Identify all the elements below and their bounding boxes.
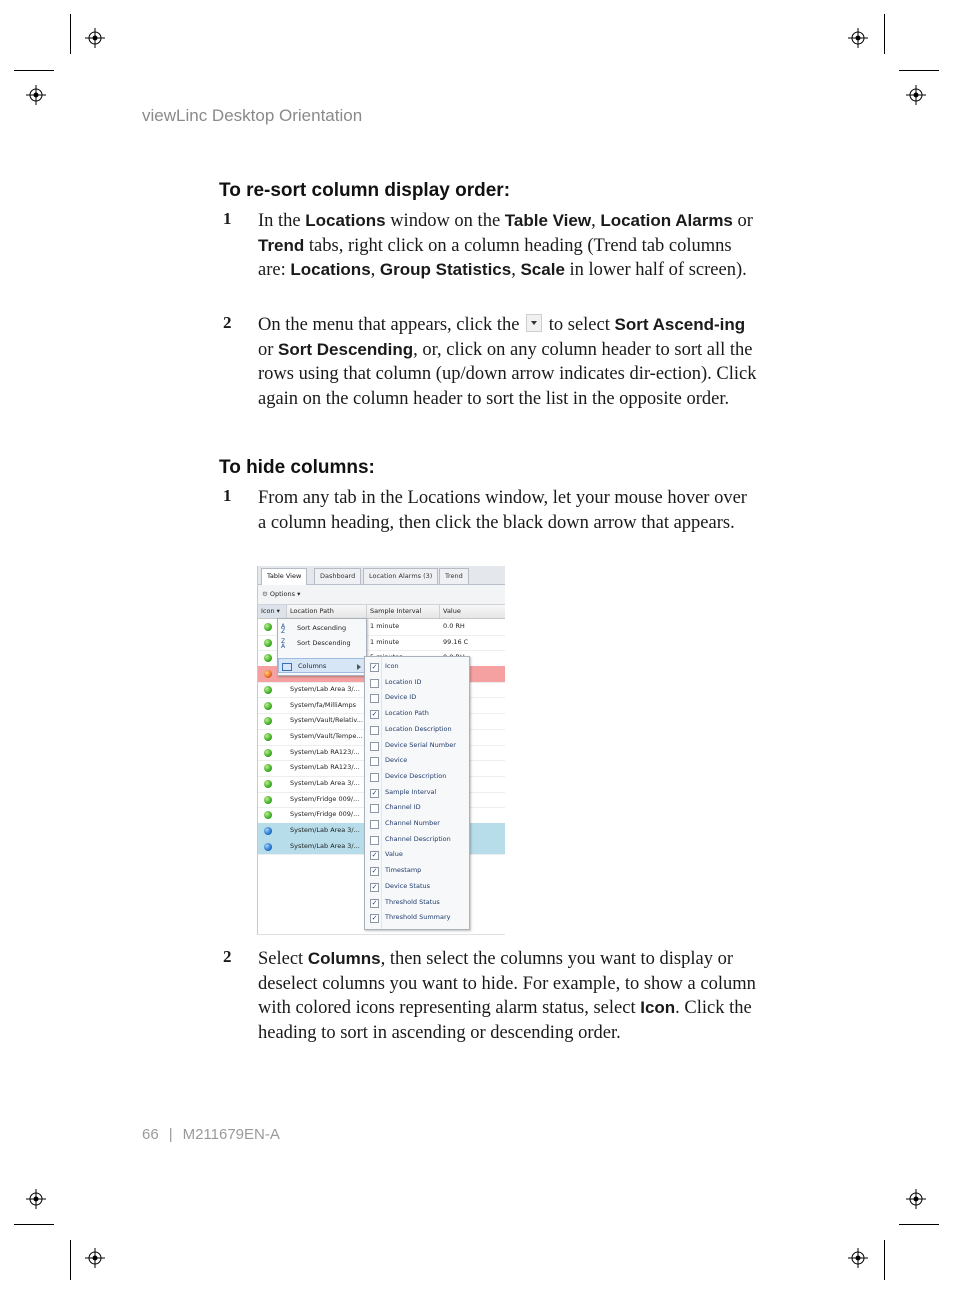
options-toolbar (258, 585, 505, 605)
step-text: From any tab in the Locations window, let your mouse hover over a column heading, then click the black down arrow that appears. (258, 488, 747, 533)
column-toggle-label: Device Description (385, 771, 447, 780)
column-header-value[interactable]: Value (440, 605, 505, 618)
columns-menu-screenshot (257, 566, 505, 935)
column-header-icon[interactable]: Icon ▾ (258, 605, 287, 618)
document-id: M211679EN-A (182, 1126, 280, 1143)
crop-mark (14, 1224, 54, 1225)
section-heading-hide: To hide columns: (219, 457, 375, 478)
registration-mark-icon (906, 1189, 926, 1209)
checkbox-unchecked-icon[interactable] (370, 773, 379, 782)
column-toggle-label: Device Status (385, 881, 431, 890)
chevron-down-icon[interactable]: ▾ (276, 607, 280, 615)
crop-mark (899, 1224, 939, 1225)
step-text: On the menu that appears, click the to select Sort Ascend-ing or Sort Descending, or, click on any column header to sort all the rows using that column (up/down arrow indicates dir-ection). Click again on the column header to sort the list in the opposite order. (258, 315, 757, 409)
tab-location-alarms[interactable]: Location Alarms (3) (363, 568, 438, 584)
status-green-icon (264, 717, 272, 725)
status-green-icon (264, 654, 272, 662)
column-toggle-label: Timestamp (385, 866, 422, 875)
crop-mark (14, 70, 54, 71)
sort-descending-icon: Z A (281, 638, 286, 650)
status-green-icon (264, 764, 272, 772)
registration-mark-icon (906, 85, 926, 105)
column-toggle-label: Device ID (385, 693, 417, 702)
checkbox-checked-icon[interactable]: ✓ (371, 788, 378, 797)
column-header-location-path[interactable]: Location Path (287, 605, 367, 618)
column-toggle-item[interactable] (365, 785, 469, 801)
cell-path: System/Fridge 009/... (290, 794, 360, 803)
step-number: 2 (223, 313, 232, 332)
tab-trend[interactable]: Trend (439, 568, 469, 584)
checkbox-unchecked-icon[interactable] (370, 726, 379, 735)
step-text: In the Locations window on the Table View, Location Alarms or Trend tabs, right click on a column heading (Trend tab columns are: Locations, Group Statistics, Scale in lower half of screen). (258, 211, 753, 281)
column-toggle-label: Location Description (385, 724, 452, 733)
status-green-icon (264, 686, 272, 694)
column-toggle-label: Sample Interval (385, 787, 437, 796)
cell-path: System/Fridge 009/... (290, 810, 360, 819)
cell-path: System/Lab Area 3/... (290, 779, 360, 787)
status-green-icon (264, 702, 272, 710)
hide-step-2 (219, 947, 759, 1045)
tab-dashboard[interactable]: Dashboard (314, 568, 361, 584)
column-toggle-label: Channel Number (385, 819, 440, 827)
column-toggle-item[interactable] (365, 832, 469, 848)
sort-ascending-item[interactable]: A Z Sort Ascending (281, 623, 347, 635)
checkbox-unchecked-icon[interactable] (370, 679, 379, 688)
crop-mark (884, 1240, 885, 1280)
dropdown-arrow-icon (526, 314, 542, 332)
step-number: 1 (223, 209, 232, 228)
column-toggle-item[interactable] (365, 738, 469, 754)
page-number: 66 (142, 1126, 159, 1143)
column-toggle-item[interactable] (365, 863, 469, 879)
cell-interval: 1 minute (370, 622, 400, 630)
cell-path: System/Lab Area 3/... (290, 841, 360, 850)
status-green-icon (264, 780, 272, 788)
checkbox-checked-icon[interactable]: ✓ (371, 882, 378, 891)
crop-mark (70, 1240, 71, 1280)
column-toggle-item[interactable] (365, 769, 469, 785)
status-blue-icon (264, 827, 272, 835)
footer-separator: | (168, 1126, 173, 1143)
registration-mark-icon (85, 28, 105, 48)
cell-path: System/Lab Area 3/... (290, 826, 360, 835)
tab-bar (258, 566, 505, 585)
resort-step-2 (219, 313, 759, 411)
registration-mark-icon (85, 1248, 105, 1268)
status-green-icon (264, 639, 272, 647)
column-toggle-item[interactable] (365, 706, 469, 722)
checkbox-checked-icon[interactable]: ✓ (371, 710, 378, 719)
cell-path: System/Lab RA123/... (290, 747, 360, 756)
column-toggle-label: Value (385, 850, 403, 859)
columns-submenu (364, 656, 470, 930)
status-green-icon (264, 623, 272, 631)
status-green-icon (264, 733, 272, 741)
column-toggle-label: Channel Description (385, 834, 451, 843)
status-blue-icon (264, 843, 272, 851)
cell-interval: 1 minute (370, 637, 400, 646)
cell-value: 0.0 RH (443, 622, 465, 630)
sort-descending-item[interactable]: Z A Sort Descending (281, 638, 351, 650)
checkbox-checked-icon[interactable]: ✓ (371, 663, 378, 671)
step-text: Select Columns, then select the columns you want to display or deselect columns you want to hide. For example, to show a column with colored icons representing alarm status, select Icon. Click the heading to sort in ascending or descending order. (258, 949, 756, 1043)
crop-mark (70, 14, 71, 54)
crop-mark (899, 70, 939, 71)
checkbox-unchecked-icon[interactable] (370, 694, 379, 703)
registration-mark-icon (848, 1248, 868, 1268)
header-context-menu (277, 618, 367, 676)
column-toggle-item[interactable] (365, 800, 469, 816)
column-toggle-label: Threshold Summary (385, 913, 451, 922)
column-toggle-label: Location Path (385, 709, 429, 718)
registration-mark-icon (26, 1189, 46, 1209)
checkbox-unchecked-icon[interactable] (370, 804, 379, 813)
status-orange-icon (264, 670, 272, 678)
running-head: viewLinc Desktop Orientation (142, 106, 363, 125)
column-toggle-item[interactable] (365, 753, 469, 769)
status-green-icon (264, 811, 272, 819)
step-number: 2 (223, 947, 232, 966)
crop-mark (884, 14, 885, 54)
checkbox-checked-icon[interactable]: ✓ (371, 898, 378, 907)
grid-header (258, 605, 505, 619)
column-toggle-item[interactable] (365, 816, 469, 832)
page-footer (142, 1126, 280, 1143)
column-toggle-label: Device (385, 756, 408, 765)
column-toggle-label: Device Serial Number (385, 740, 456, 749)
checkbox-unchecked-icon[interactable] (370, 836, 379, 845)
cell-path: System/Vault/Tempe... (290, 731, 363, 740)
checkbox-checked-icon[interactable]: ✓ (371, 914, 378, 923)
column-toggle-label: Location ID (385, 677, 422, 686)
gear-icon: ⚙ (262, 590, 268, 598)
section-heading-resort: To re-sort column display order: (219, 180, 511, 201)
column-toggle-item[interactable] (365, 910, 469, 926)
cell-path: System/Vault/Relativ... (290, 716, 363, 725)
checkbox-checked-icon[interactable]: ✓ (371, 867, 378, 876)
cell-value: 99.16 C (443, 637, 469, 646)
hide-step-1 (219, 486, 759, 535)
registration-mark-icon (848, 28, 868, 48)
columns-icon (282, 663, 292, 671)
step-number: 1 (223, 486, 232, 505)
tab-table-view[interactable]: Table View (261, 568, 307, 585)
checkbox-unchecked-icon[interactable] (370, 757, 379, 766)
columns-item[interactable]: Columns (278, 658, 366, 673)
column-toggle-label: Icon (385, 662, 399, 670)
column-toggle-label: Channel ID (385, 803, 421, 812)
checkbox-unchecked-icon[interactable] (370, 742, 379, 751)
column-toggle-item[interactable] (365, 847, 469, 863)
submenu-arrow-icon (357, 664, 361, 670)
column-toggle-item[interactable] (365, 895, 469, 911)
column-header-sample-interval[interactable]: Sample Interval (367, 605, 440, 618)
column-toggle-item[interactable] (365, 879, 469, 895)
checkbox-unchecked-icon[interactable] (370, 820, 379, 829)
checkbox-checked-icon[interactable]: ✓ (371, 851, 378, 860)
options-button[interactable]: ⚙ Options ▾ (262, 590, 301, 598)
column-toggle-label: Threshold Status (385, 897, 440, 906)
cell-path: System/Lab Area 3/... (290, 684, 360, 693)
column-toggle-item[interactable] (365, 675, 469, 691)
resort-step-1 (219, 209, 759, 283)
sort-ascending-icon: A Z (281, 623, 286, 635)
cell-path: System/fa/MilliAmps (290, 700, 357, 709)
status-green-icon (264, 796, 272, 804)
chevron-down-icon: ▾ (297, 590, 301, 598)
status-green-icon (264, 749, 272, 757)
column-toggle-item[interactable] (365, 722, 469, 738)
column-toggle-item[interactable] (365, 659, 469, 675)
column-toggle-item[interactable] (365, 690, 469, 706)
cell-path: System/Lab RA123/... (290, 763, 360, 772)
registration-mark-icon (26, 85, 46, 105)
